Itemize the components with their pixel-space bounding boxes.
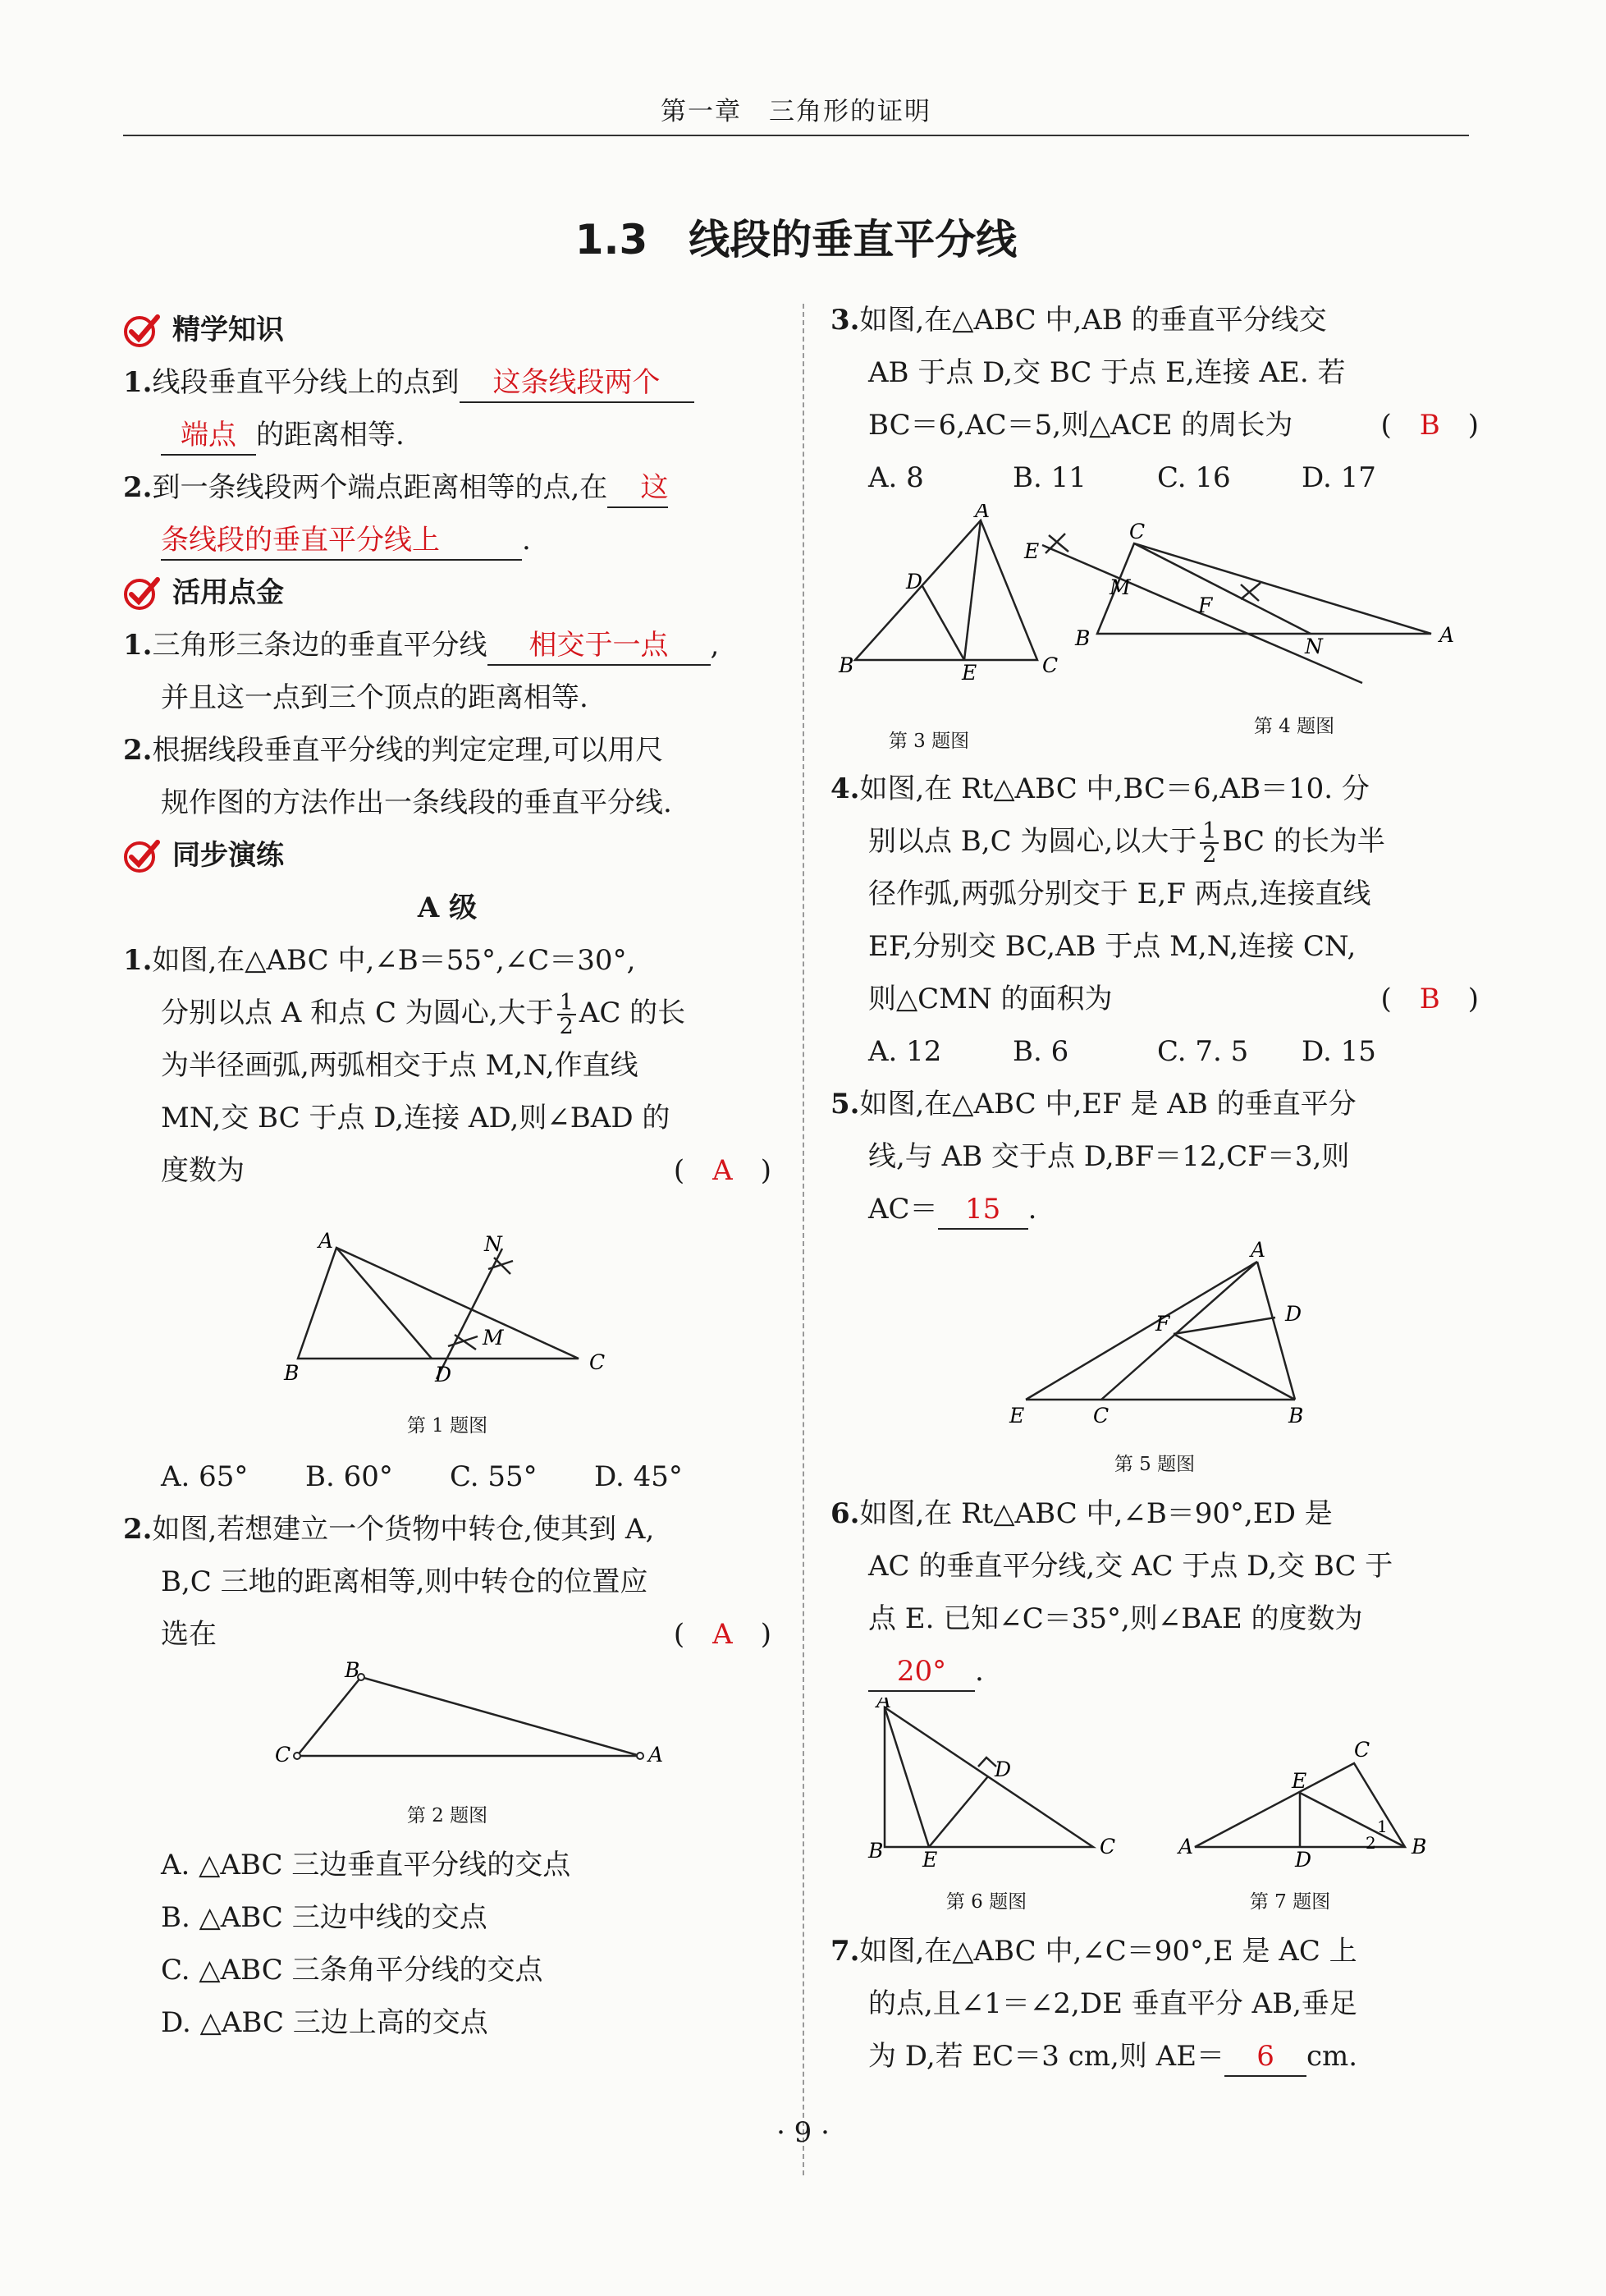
answer-blank: 端点 (161, 416, 256, 456)
svg-text:E: E (1024, 539, 1040, 563)
figure-5 (830, 1235, 1479, 1432)
svg-text:N: N (1305, 635, 1323, 658)
svg-text:B: B (1412, 1835, 1427, 1858)
question-1-options: A. 65° B. 60° C. 55° D. 45° (161, 1460, 683, 1493)
answer-bracket: ( B ) (1380, 409, 1479, 442)
svg-text:B: B (1288, 1404, 1304, 1428)
check-badge-icon (123, 312, 161, 348)
figure-2 (123, 1661, 771, 1784)
left-column: 精学知识 1.线段垂直平分线上的点到 这条线段两个 端点 的距离相等. 2.到一条线段两个端点距离相等的点,在 这 条线段的垂直平分线上 . 活用点金 1.三角形三条边的垂直平分线 相交于一点 , 并且这一点到三个顶点的距离相等. 2.根据线段垂直平分线的判定定理,可以用尺 规作图的方法作出一条线段的垂直平分线. 同步演练 A 级 1.如图,在△ABC 中,∠B＝55°,∠C＝30°, 分别以点 A 和点 C 为圆心,大于 $\frac{1}{2}$ AC 的长 为半径画弧,两弧相交于点 M,N,作直线 MN,交 BC 于点 D,连接 AD,则∠BAD 的 度数为 ( A ) A B C D M N 第 1 题图 A. 65° B. 60° C. 55° D. 45° 2.如图,若想建立一个货物中转仓,使其到 A, B,C 三地的距离相等,则中转仓的位置应 选在 ( A ) B C A 第 2 题图 A. △ABC 三边垂直平分线的交点 B. △ABC 三边中线的交点 C. △ABC 三条角平分线的交点 D. △ABC 三边上高的交点 (123, 304, 771, 2049)
section-heading-knowledge: 精学知识 (123, 304, 771, 356)
svg-text:D: D (1295, 1848, 1312, 1870)
answer-blank: 条线段的垂直平分线上 (161, 521, 522, 561)
question-3: 3.如图,在△ABC 中,AB 的垂直平分线交 (830, 304, 1327, 337)
svg-text:B: B (839, 653, 854, 677)
fraction-one-half: $\frac{1}{2}$ (557, 992, 576, 1038)
answer-blank: 6 (1224, 2037, 1306, 2077)
section-heading-exercises: 同步演练 (123, 829, 771, 882)
svg-text:C: C (1354, 1738, 1370, 1762)
chapter-header: 第一章 三角形的证明 (661, 97, 931, 126)
right-column: 3.如图,在△ABC 中,AB 的垂直平分线交 AB 于点 D,交 BC 于点 E,连接 AE. 若 BC＝6,AC＝5,则△ACE 的周长为 ( B ) A. 8 B. 11 C. 16 D. 17 A B C D E C B A E M F N 第 3 题图 第 4 题图 4.如图,在 Rt△ABC 中,BC＝6,AB＝10. 分 别以点 B,C 为圆心,以大于 $\frac{1}{2}$ BC 的长为半 径作弧,两弧分别交于 E,F 两点,连接直线 EF,分别交 BC,AB 于点 M,N,连接 CN, 则△CMN 的面积为 ( B ) A. 12 B. 6 C. 7. 5 D. 15 5.如图,在△ABC 中,EF 是 AB 的垂直平分 线,与 AB 交于点 D,BF＝12,CF＝3,则 AC＝ 15 . A F D E C B 第 5 题图 6.如图,在 Rt△ABC 中,∠B＝90°,ED 是 AC 的垂直平分线,交 AC 于点 D,交 BC 于 点 E. 已知∠C＝35°,则∠BAE 的度数为 20° . A B C D E C E A D B 1 2 第 6 题图 第 7 题图 7.如图,在△ABC 中,∠C＝90°,E 是 AC 上 的点,且∠1＝∠2,DE 垂直平分 AB,垂足 为 D,若 EC＝3 cm,则 AE＝ 6 cm. (830, 294, 1479, 2083)
tip-item-2: 2.根据线段垂直平分线的判定定理,可以用尺 (123, 734, 664, 767)
fraction-one-half: $\frac{1}{2}$ (1200, 820, 1219, 866)
figure-1-caption: 第 1 题图 (406, 1415, 488, 1437)
question-4: 4.如图,在 Rt△ABC 中,BC＝6,AB＝10. 分 (830, 772, 1370, 805)
check-badge-icon (123, 837, 161, 873)
svg-text:C: C (1093, 1404, 1110, 1428)
svg-text:A: A (1178, 1835, 1194, 1858)
figure-3-caption: 第 3 题图 (888, 731, 970, 752)
svg-text:M: M (1110, 575, 1131, 599)
figure-2-caption: 第 2 题图 (406, 1805, 488, 1826)
question-5: 5.如图,在△ABC 中,EF 是 AB 的垂直平分 (830, 1088, 1357, 1121)
svg-text:B: B (1075, 626, 1091, 650)
figure-6-caption: 第 6 题图 (945, 1891, 1027, 1913)
check-badge-icon (123, 575, 161, 611)
answer-blank: 这条线段两个 (460, 364, 694, 403)
figures-3-and-4 (830, 504, 1479, 709)
svg-text:E: E (1292, 1769, 1307, 1793)
svg-text:A: A (1439, 623, 1455, 647)
tip-item-1: 1.三角形三条边的垂直平分线 相交于一点 , (123, 619, 771, 671)
figure-7-caption: 第 7 题图 (1249, 1891, 1331, 1913)
level-label: A 级 (417, 891, 478, 924)
section-heading-practice-tips: 活用点金 (123, 566, 771, 619)
figure-1 (123, 1197, 771, 1394)
answer-blank: 20° (868, 1652, 975, 1692)
svg-text:E: E (1009, 1404, 1025, 1428)
svg-text:C: C (1042, 653, 1059, 677)
question-4-options: A. 12 B. 6 C. 7. 5 D. 15 (868, 1035, 1376, 1068)
svg-text:2: 2 (1366, 1833, 1376, 1853)
svg-text:D: D (906, 570, 923, 593)
header-rule (123, 135, 1469, 136)
knowledge-item-2: 2.到一条线段两个端点距离相等的点,在 这 (123, 461, 771, 514)
svg-text:A: A (318, 1229, 334, 1253)
question-1: 1.如图,在△ABC 中,∠B＝55°,∠C＝30°, (123, 944, 636, 977)
svg-text:A: A (876, 1698, 892, 1712)
svg-text:E: E (922, 1848, 938, 1870)
svg-text:A: A (975, 504, 991, 522)
section-title: 1.3 线段的垂直平分线 (574, 216, 1018, 264)
answer-blank: 相交于一点 (487, 626, 711, 666)
question-6: 6.如图,在 Rt△ABC 中,∠B＝90°,ED 是 (830, 1497, 1333, 1530)
figures-6-and-7 (830, 1698, 1479, 1870)
question-3-options: A. 8 B. 11 C. 16 D. 17 (868, 461, 1376, 494)
svg-text:D: D (1285, 1302, 1302, 1326)
answer-blank: 这 (607, 469, 668, 508)
page-number: · 9 · (776, 2116, 830, 2149)
column-divider (803, 304, 804, 2175)
svg-text:E: E (962, 661, 977, 685)
figure-5-caption: 第 5 题图 (1114, 1454, 1196, 1475)
answer-blank: 15 (938, 1190, 1028, 1230)
svg-text:N: N (484, 1232, 502, 1256)
svg-text:B: B (284, 1361, 300, 1385)
svg-text:C: C (1129, 520, 1146, 543)
svg-text:B: B (868, 1839, 884, 1863)
svg-text:A: A (1251, 1238, 1266, 1262)
question-2: 2.如图,若想建立一个货物中转仓,使其到 A, (123, 1513, 655, 1546)
knowledge-item-1: 1.线段垂直平分线上的点到 这条线段两个 (123, 356, 771, 409)
svg-text:F: F (1155, 1312, 1170, 1336)
answer-bracket: ( A ) (673, 1154, 771, 1187)
svg-text:C: C (589, 1350, 606, 1374)
answer-bracket: ( A ) (673, 1618, 771, 1651)
svg-text:M: M (483, 1326, 504, 1350)
svg-text:A: A (648, 1743, 664, 1767)
question-2-options: A. △ABC 三边垂直平分线的交点 B. △ABC 三边中线的交点 C. △ABC 三条角平分线的交点 D. △ABC 三边上高的交点 (161, 1849, 571, 2039)
figure-4-caption: 第 4 题图 (1253, 716, 1335, 737)
question-7: 7.如图,在△ABC 中,∠C＝90°,E 是 AC 上 (830, 1935, 1357, 1968)
svg-text:D: D (995, 1758, 1012, 1781)
svg-text:1: 1 (1377, 1817, 1388, 1836)
answer-bracket: ( B ) (1380, 983, 1479, 1015)
svg-text:D: D (435, 1363, 452, 1386)
svg-text:B: B (345, 1661, 360, 1682)
svg-text:F: F (1198, 593, 1213, 617)
svg-text:C: C (275, 1743, 291, 1767)
svg-text:C: C (1100, 1835, 1116, 1858)
